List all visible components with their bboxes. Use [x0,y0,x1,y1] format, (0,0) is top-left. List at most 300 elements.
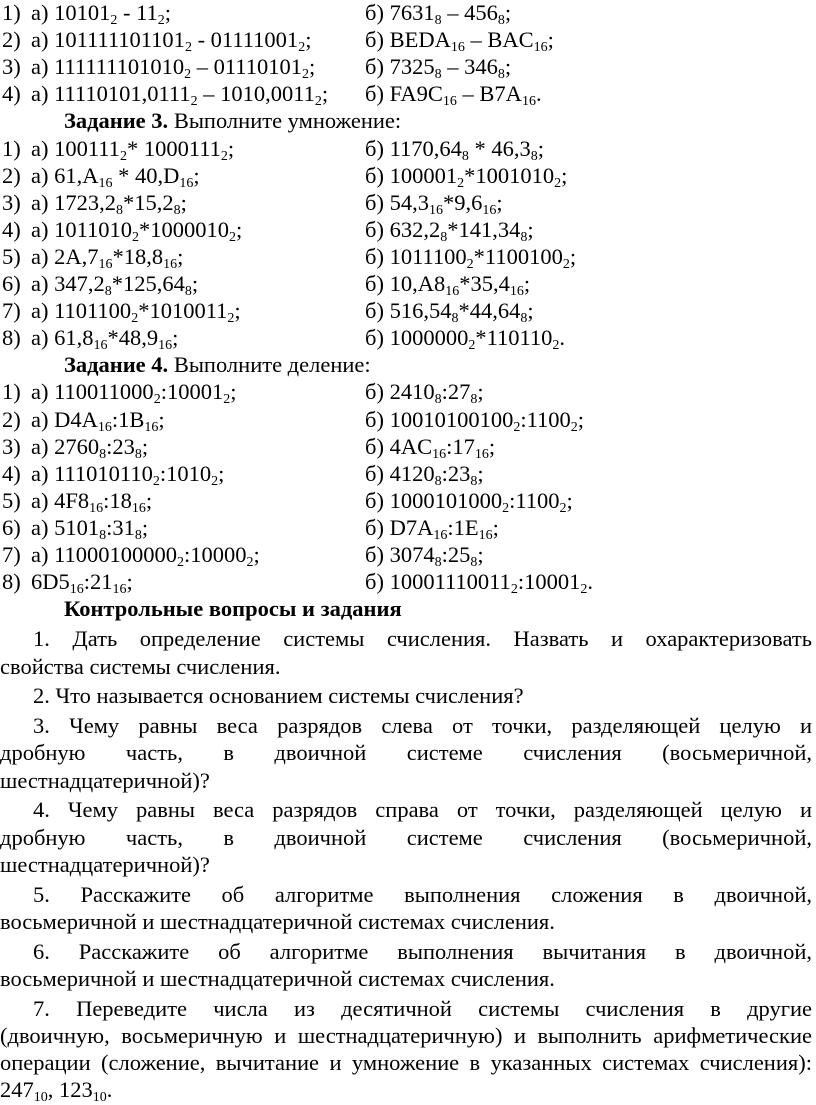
expression-text: ; [193,162,200,188]
base-subscript: 8 [134,446,142,462]
base-subscript: 2 [552,338,560,354]
base-subscript: 16 [482,202,497,218]
exercise-number: 6) [2,514,21,540]
expression-text: ; [308,54,316,80]
expression-text: :21 [83,569,113,595]
expression-text: :10001 [517,569,581,595]
exercise-number: 6) [2,271,21,296]
exercise-number: 1) [2,135,21,161]
expression-text: б) 54,3 [365,189,429,215]
expression-text: ; [492,514,499,540]
base-subscript: 2 [562,256,570,272]
exercise-part-a [31,217,242,243]
exercise-part-a [31,461,224,487]
expression-text: а) 2760 [31,433,100,459]
subtraction-row [0,54,816,83]
expression-text: б) 3074 [365,542,435,567]
question-line: восьмеричной и шестнадцатеричной системах счисления. [0,909,555,935]
exercise-part-b [365,325,566,354]
base-subscript: 16 [433,527,448,543]
base-subscript: 2 [229,229,237,245]
division-row [0,515,816,541]
exercise-part-b [365,298,534,327]
exercise-part-b [365,271,530,297]
base-subscript: 2 [301,67,309,83]
base-subscript: 2 [153,392,161,408]
question-line: операции (сложение, вычитание и умножение в указанных системах счисления): [0,1050,812,1076]
multiplication-row [0,217,816,243]
base-subscript: 16 [445,284,460,299]
exercise-part-b [365,542,484,568]
expression-text: :1010 [159,460,212,486]
expression-text: б) 1011100 [365,243,467,269]
division-row [0,569,816,598]
question-line: 3. Чему равны веса разрядов слева от точки, разделяющей целую и [33,712,812,738]
subtraction-row [0,0,816,26]
expression-text: ; [504,0,512,25]
expression-text: * 40,D [112,162,180,188]
expression-text: а) 101111101101 [31,27,185,53]
control-questions-heading: Контрольные вопросы и задания [64,596,402,622]
exercise-part-b [365,515,499,541]
base-subscript: 8 [134,527,142,543]
multiplication-row [0,325,816,354]
expression-text: ; [321,81,329,107]
exercise-number: 8) [2,569,21,595]
expression-text: :1100 [520,406,571,432]
base-subscript: 2 [220,148,228,164]
expression-text: ; [566,487,573,513]
base-subscript: 2 [152,473,160,489]
base-subscript: 8 [461,148,469,164]
exercise-part-b [365,434,495,460]
base-subscript: 8 [434,392,442,408]
expression-text: б) 1000101000 [365,487,503,513]
base-subscript: 16 [69,582,84,598]
task-instruction: Выполните деление: [168,352,371,378]
base-subscript: 2 [110,13,118,28]
multiplication-row [0,190,816,216]
question-line: 7. Переведите числа из десятичной системы счисления в другие [33,995,812,1021]
base-subscript: 2 [502,500,510,516]
expression-text: :1100 [509,487,560,513]
base-subscript: 2 [468,338,476,354]
base-subscript: 8 [99,446,107,462]
task-instruction: Выполните умножение: [168,108,402,134]
question-line: 2. Что называется основанием системы счисления? [33,683,524,709]
expression-text: ; [164,0,172,25]
expression-text: :31 [106,514,135,540]
expression-text: б) 10001110011 [365,569,511,595]
base-subscript: 16 [533,40,548,56]
expression-text: ; [547,27,554,53]
base-subscript: 8 [470,473,478,489]
expression-text: ; [537,135,544,161]
multiplication-row [0,244,816,270]
base-subscript: 16 [432,446,447,462]
base-subscript: 2 [211,473,219,489]
expression-text: :1B [111,406,145,432]
exercise-part-a [31,0,171,26]
base-subscript: 8 [434,13,442,28]
base-subscript: 16 [450,40,465,56]
expression-text: а) 1011010 [31,216,133,242]
base-subscript: 8 [434,67,442,83]
expression-text: а) 11000100000 [31,542,178,567]
expression-text: б) 516,54 [365,298,452,324]
exercise-part-b [365,488,573,514]
expression-text: 6D5 [31,569,70,595]
expression-text: б) BEDA [365,27,451,53]
base-subscript: 16 [98,175,113,191]
base-subscript: 10 [92,1089,107,1105]
expression-text: б) 1000000 [365,325,469,351]
base-subscript: 8 [440,229,448,245]
exercise-number: 3) [2,189,21,215]
expression-text: ; [477,379,484,405]
exercise-number: 4) [2,81,21,107]
base-subscript: 2 [119,148,127,164]
base-subscript: 2 [157,13,165,28]
task3-heading [64,108,401,134]
base-subscript: 2 [223,392,231,408]
expression-text: а) 2A,7 [31,243,99,269]
base-subscript: 16 [442,94,457,110]
expression-text: *15,2 [122,189,174,215]
base-subscript: 8 [434,555,442,570]
expression-text: *1100100 [473,243,563,269]
expression-text: :23 [441,460,471,486]
exercise-number: 3) [2,54,21,80]
base-subscript: 8 [104,284,112,299]
multiplication-row [0,271,816,297]
expression-text: ; [477,460,484,486]
base-subscript: 2 [190,94,198,110]
expression-text: . [535,81,542,107]
base-subscript: 2 [466,256,474,272]
exercise-number: 3) [2,433,21,459]
expression-text: б) 4120 [365,460,435,486]
base-subscript: 8 [520,229,528,245]
expression-text: ; [577,406,585,432]
task-title: Задание 3. [64,108,169,134]
expression-text: – 1010,0011 [197,81,315,107]
expression-text: ; [488,433,496,459]
expression-text: *1001010 [464,162,555,188]
question-line: 1. Дать определение системы счисления. Назвать и охарактеризовать [33,626,812,652]
expression-text: ; [218,460,225,486]
base-subscript: 2 [177,555,185,570]
base-subscript: 16 [509,284,524,299]
exercise-number: 4) [2,460,21,486]
expression-text: а) 347,2 [31,271,105,296]
multiplication-row [0,163,816,189]
task4-heading [64,352,371,378]
exercise-part-a [31,190,187,216]
base-subscript: 2 [298,40,306,56]
base-subscript: 16 [144,419,159,435]
question-line: шестнадцатеричной)? [0,767,210,793]
expression-text: а) 4F8 [31,487,90,513]
base-subscript: 8 [434,473,442,489]
base-subscript: 8 [173,202,181,218]
base-subscript: 16 [158,338,173,354]
expression-text: б) D7A [365,514,434,540]
expression-text: *35,4 [459,271,510,296]
exercise-part-b [365,0,511,26]
expression-text: а) 10101 [31,0,111,25]
expression-text: . [106,1076,113,1102]
expression-text: – 01110101 [191,54,302,80]
expression-text: а) 61,8 [31,325,94,351]
exercise-part-a [31,488,152,514]
exercise-number: 7) [2,298,21,324]
base-subscript: 2 [184,40,192,56]
base-subscript: 8 [530,148,538,164]
expression-text: ; [496,189,503,215]
question-line: шестнадцатеричной)? [0,852,210,878]
base-subscript: 16 [98,256,113,272]
base-subscript: 16 [179,175,194,191]
exercise-part-b [365,407,584,433]
expression-text: а) 11110101,0111 [31,81,191,107]
exercise-part-b [365,379,484,408]
expression-text: :10000 [184,542,247,567]
base-subscript: 2 [132,229,140,245]
exercise-part-a [31,325,179,354]
exercise-part-b [365,54,512,83]
expression-text: – 456 [441,0,498,25]
expression-text: ; [305,27,312,53]
expression-text: ; [477,542,484,567]
base-subscript: 2 [227,311,235,327]
expression-text: б) 10010100100 [365,406,514,432]
question-line: свойства системы счисления. [0,653,281,679]
expression-text: ; [177,243,184,269]
base-subscript: 8 [99,527,107,543]
expression-text: б) 100001 [365,162,458,188]
exercise-part-a [31,379,237,408]
base-subscript: 2 [570,419,578,435]
base-subscript: 8 [497,67,505,83]
multiplication-row [0,136,816,162]
base-subscript: 16 [521,94,536,110]
base-subscript: 16 [112,582,127,598]
expression-text: а) 61,A [31,162,99,188]
expression-text: ; [234,298,241,324]
exercise-number: 8) [2,325,21,351]
exercise-number: 4) [2,216,21,242]
expression-text: а) 110011000 [31,379,154,405]
base-subscript: 8 [451,311,459,327]
expression-text: ; [180,189,187,215]
expression-text: б) 7325 [365,54,435,80]
expression-text: *9,6 [442,189,483,215]
exercise-part-a [31,244,183,270]
expression-text: *141,34 [447,216,521,242]
exercise-part-b [365,244,576,270]
exercise-number: 7) [2,542,21,567]
question-line: дробную часть, в двоичной системе счисления (восьмеричной, [0,824,812,850]
expression-text: ; [253,542,260,567]
expression-text: ; [126,569,133,595]
expression-text: * 46,3 [468,135,531,161]
exercise-part-b [365,136,544,162]
question-line: восьмеричной и шестнадцатеричной системах счисления. [0,966,555,992]
base-subscript: 8 [184,284,192,299]
exercise-part-b [365,81,542,110]
expression-text: *1000010 [139,216,230,242]
exercise-part-a [31,542,260,568]
expression-text: ; [527,298,534,324]
base-subscript: 2 [314,94,322,110]
expression-text: ; [158,406,165,432]
base-subscript: 8 [470,555,478,570]
expression-text: ; [141,433,149,459]
expression-text: - 11 [117,0,158,25]
base-subscript: 8 [520,311,528,327]
question-line: 5. Расскажите об алгоритме выполнения сложения в двоичной, [33,881,812,907]
expression-text: ; [230,379,237,405]
exercise-part-b [365,190,503,216]
exercise-part-b [365,569,593,598]
base-subscript: 2 [184,67,192,83]
division-row [0,542,816,568]
base-subscript: 16 [97,419,112,435]
division-row [0,461,816,487]
expression-text: а) 5101 [31,514,100,540]
question-line: 6. Расскажите об алгоритме выполнения вычитания в двоичной, [33,938,812,964]
exercise-number: 1) [2,0,21,25]
division-row [0,407,816,433]
exercise-part-b [365,461,484,487]
division-row [0,434,816,460]
expression-text: ; [236,216,243,242]
expression-text: – B7A [456,81,522,107]
expression-text: б) FA9C [365,81,443,107]
expression-text: , 123 [47,1076,93,1102]
expression-text: ; [523,271,531,296]
expression-text: ; [227,135,235,161]
expression-text: . [559,325,566,351]
expression-text: б) 7631 [365,0,435,25]
expression-text: :17 [446,433,475,459]
expression-text: ; [145,487,153,513]
exercise-part-a [31,81,329,110]
exercise-number: 2) [2,27,21,53]
exercise-part-b [365,217,534,243]
expression-text: :23 [106,433,135,459]
expression-text: б) 632,2 [365,216,441,242]
expression-text: :1E [447,514,479,540]
exercise-number: 1) [2,379,21,405]
base-subscript: 2 [246,555,254,570]
base-subscript: 2 [559,500,567,516]
exercise-part-a [31,163,200,189]
base-subscript: 16 [93,338,108,354]
expression-text: б) 1170,64 [365,135,462,161]
multiplication-row [0,298,816,327]
expression-text: а) 1101100 [31,298,132,324]
expression-text: *44,64 [458,298,521,324]
exercise-part-a [31,515,148,541]
subtraction-row [0,81,816,110]
exercise-part-a [31,136,234,162]
exercise-number: 5) [2,487,21,513]
expression-text: . [587,569,593,595]
expression-text: *48,9 [107,325,159,351]
exercise-part-b [365,27,554,56]
base-subscript: 8 [497,13,505,28]
base-subscript: 16 [478,527,493,543]
expression-text: *110110 [475,325,553,351]
expression-text: 247 [0,1076,34,1102]
exercise-part-a [31,569,133,598]
expression-text: – BAC [464,27,534,53]
base-subscript: 2 [131,311,139,327]
exercise-number: 5) [2,243,21,269]
expression-text: а) 1723,2 [31,189,116,215]
task-title: Задание 4. [64,352,169,378]
base-subscript: 2 [513,419,521,435]
expression-text: :25 [441,542,471,567]
expression-text: :27 [441,379,471,405]
expression-text: :18 [103,487,132,513]
base-subscript: 10 [33,1089,48,1105]
expression-text: *125,64 [111,271,185,296]
subtraction-row [0,27,816,56]
expression-text: - 01111001 [191,27,299,53]
exercise-part-a [31,434,148,460]
expression-text: а) 100111 [31,135,120,161]
base-subscript: 16 [131,500,146,516]
expression-text: ; [191,271,199,296]
expression-text: *18,8 [112,243,164,269]
expression-text: б) 2410 [365,379,435,405]
base-subscript: 8 [115,202,123,218]
exercise-number: 2) [2,162,21,188]
base-subscript: 2 [457,175,465,191]
exercise-part-a [31,27,312,56]
exercise-part-a [31,271,198,297]
question-line: дробную часть, в двоичной системе счисления (восьмеричной, [0,740,812,766]
numbers-to-convert [0,1077,816,1103]
base-subscript: 16 [428,202,443,218]
exercise-number: 2) [2,406,21,432]
base-subscript: 2 [580,582,588,598]
exercise-part-a [31,407,165,433]
expression-text: ; [569,243,577,269]
expression-text: * 1000111 [126,135,221,161]
expression-text: б) 10,A8 [365,271,446,296]
expression-text: б) 4AC [365,433,433,459]
expression-text: а) D4A [31,406,98,432]
expression-text: а) 111010110 [31,460,153,486]
expression-text: ; [504,54,512,80]
question-line: (двоичную, восьмеричную и шестнадцатеричную) и выполнить арифметические [0,1023,812,1049]
expression-text: :10001 [160,379,224,405]
division-row [0,488,816,514]
expression-text: ; [527,216,534,242]
base-subscript: 16 [163,256,178,272]
exercise-part-a [31,298,241,327]
question-line: 4. Чему равны веса разрядов справа от точки, разделяющей целую и [33,797,812,823]
expression-text: ; [172,325,179,351]
base-subscript: 16 [89,500,104,516]
exercise-part-b [365,163,567,189]
division-row [0,379,816,408]
exercise-part-a [31,54,316,83]
